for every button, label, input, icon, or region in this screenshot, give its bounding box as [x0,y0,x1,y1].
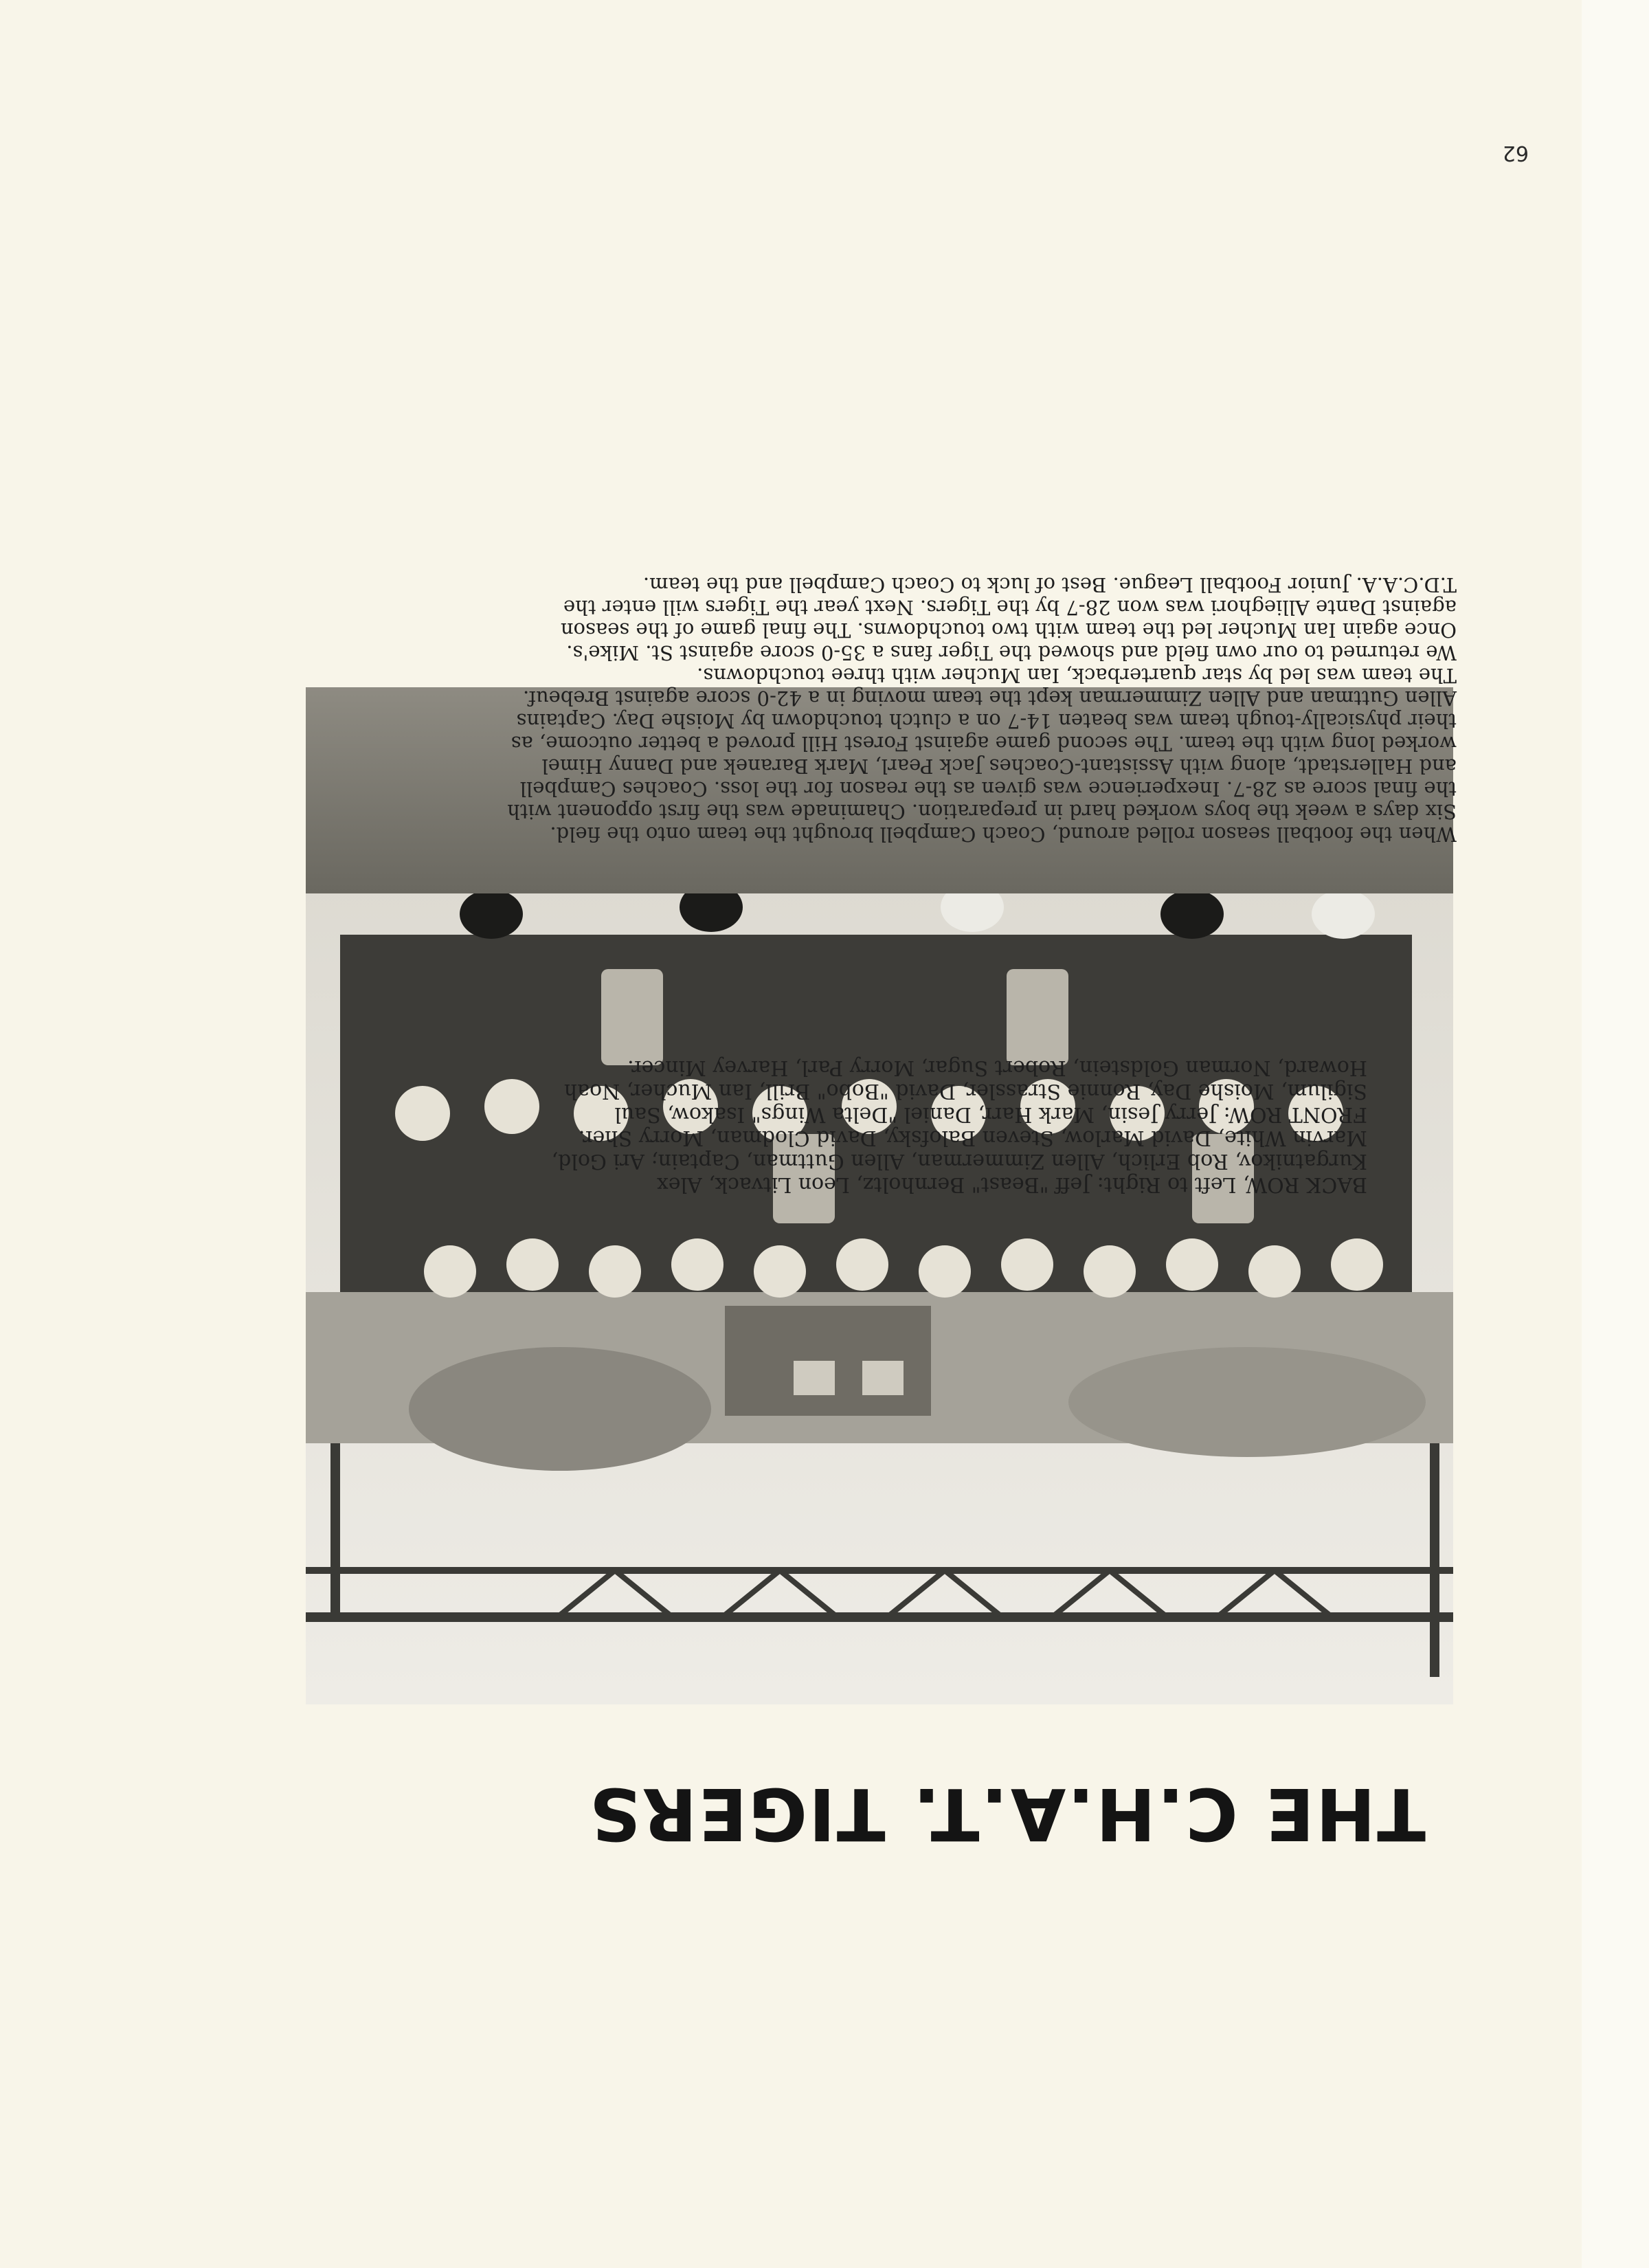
photo-caption [275,990,1367,1196]
story-line: When the football season rolled around, Coach Campbell brought the team onto the field. [550,823,1457,846]
story-line: The team was led by star quarterback, Ian Mucher with three touchdowns. [697,664,1457,687]
story-line: Six days a week the boys worked hard in preparation. Chaminade was the first opponent with [507,800,1457,823]
caption-line: Marvin White, David Marlow, Steven Balofsky, David Clodman, Morry Sher. [578,1126,1367,1150]
caption-line: Kurgatnikov, Rob Erlich, Allen Zimmerman, Allen Guttman, Captain; Ari Gold, [551,1149,1367,1173]
story-line: worked long with the team. The second game against Forest Hill proved a better outcome, as [511,732,1457,755]
caption-line: Sigilum, Moishe Day, Ronnie Strassler, David "Bobo" Brill, Ian Mucher, Noah [563,1079,1367,1103]
story-line: Once again Ian Mucher led the team with two touchdowns. The final game of the season [560,619,1457,642]
story-line: against Dante Allieghori was won 28-7 by the Tigers. Next year the Tigers will enter the [563,596,1457,619]
story-line: Allen Guttman and Allen Zimmerman kept the team moving in a 42-0 score against Brebeuf. [523,687,1457,710]
page-edge [1582,0,1649,2268]
caption-line: Howard, Norman Goldstein, Robert Sugar, Morry Parl, Harvey Mincer. [627,1056,1367,1080]
page-number: 62 [1502,141,1529,165]
page-title: THE C.H.A.T. TIGERS [587,1772,1426,1856]
caption-line: FRONT ROW: Jerry Jesin, Mark Harr, Daniel "Delta Wings" Isakow, Saul [614,1102,1367,1126]
story-line: We returned to our own field and showed the Tiger fans a 35-0 score against St. Mike's. [566,641,1457,665]
season-story [137,241,1457,845]
story-line: T.D.C.A.A. Junior Football League. Best of luck to Coach Campbell and the team. [642,573,1457,597]
story-line: the final score as 28-7. Inexperience was given as the reason for the loss. Coaches Campbell [519,777,1457,801]
story-line: and Hallerstadt, along with Assistant-Coaches Jack Pearl, Mark Baranek and Danny Himel [541,755,1457,778]
story-line: their physically-tough team was beaten 14-7 on a clutch touchdown by Moishe Day. Captains [516,709,1457,733]
caption-line: BACK ROW, Left to Right: Jeff "Beast" Bernholtz, Leon Litvack, Alex [656,1172,1367,1197]
